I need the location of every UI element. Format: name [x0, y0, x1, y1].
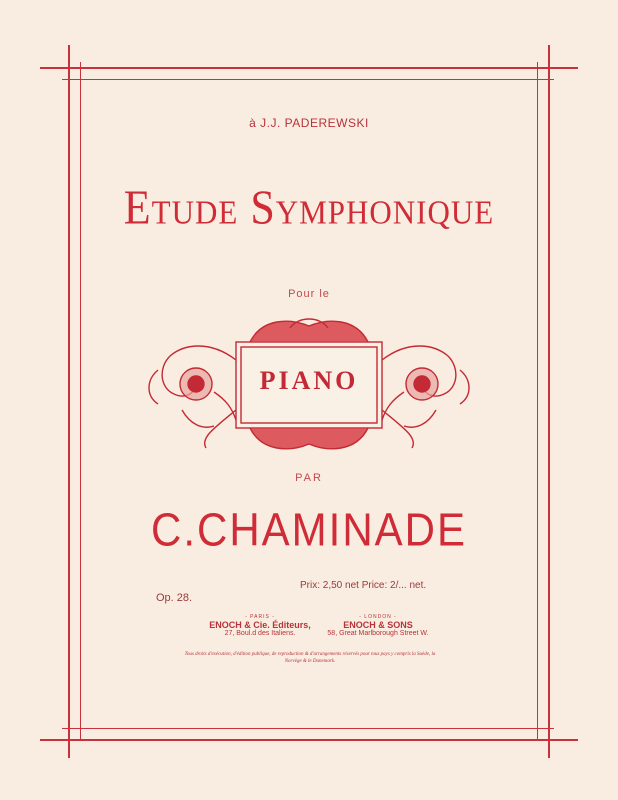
pour-le-text: Pour le — [288, 288, 330, 300]
publisher-paris-name: ENOCH & Cie. Éditeurs, — [209, 620, 311, 630]
publisher-london-city: - LONDON - — [359, 614, 397, 620]
opus-number: Op. 28. — [156, 592, 193, 604]
rights-notice: Tous droits d'exécution, d'édition publique, de reproduction & d'arrangements réservés pour tous pays y compris la Suède, la Norvège & le Danemark. — [184, 652, 436, 664]
publisher-paris-address: 27, Boul.d des Italiens. — [224, 630, 296, 637]
publisher-london — [318, 614, 438, 637]
composer-name: C.CHAMINADE — [150, 503, 468, 556]
page-title: Etude Symphonique — [123, 180, 495, 235]
instrument-label: PIANO — [259, 366, 359, 395]
dedication: à J.J. PADEREWSKI — [249, 116, 369, 130]
publisher-paris-city: - PARIS - — [245, 614, 275, 620]
publisher-paris — [205, 614, 315, 637]
publisher-london-address: 58, Great Marlborough Street W. — [327, 630, 429, 637]
price-text: Prix: 2,50 net Price: 2/... net. — [300, 580, 427, 591]
publisher-london-name: ENOCH & SONS — [343, 620, 413, 630]
par-text: PAR — [295, 472, 323, 484]
